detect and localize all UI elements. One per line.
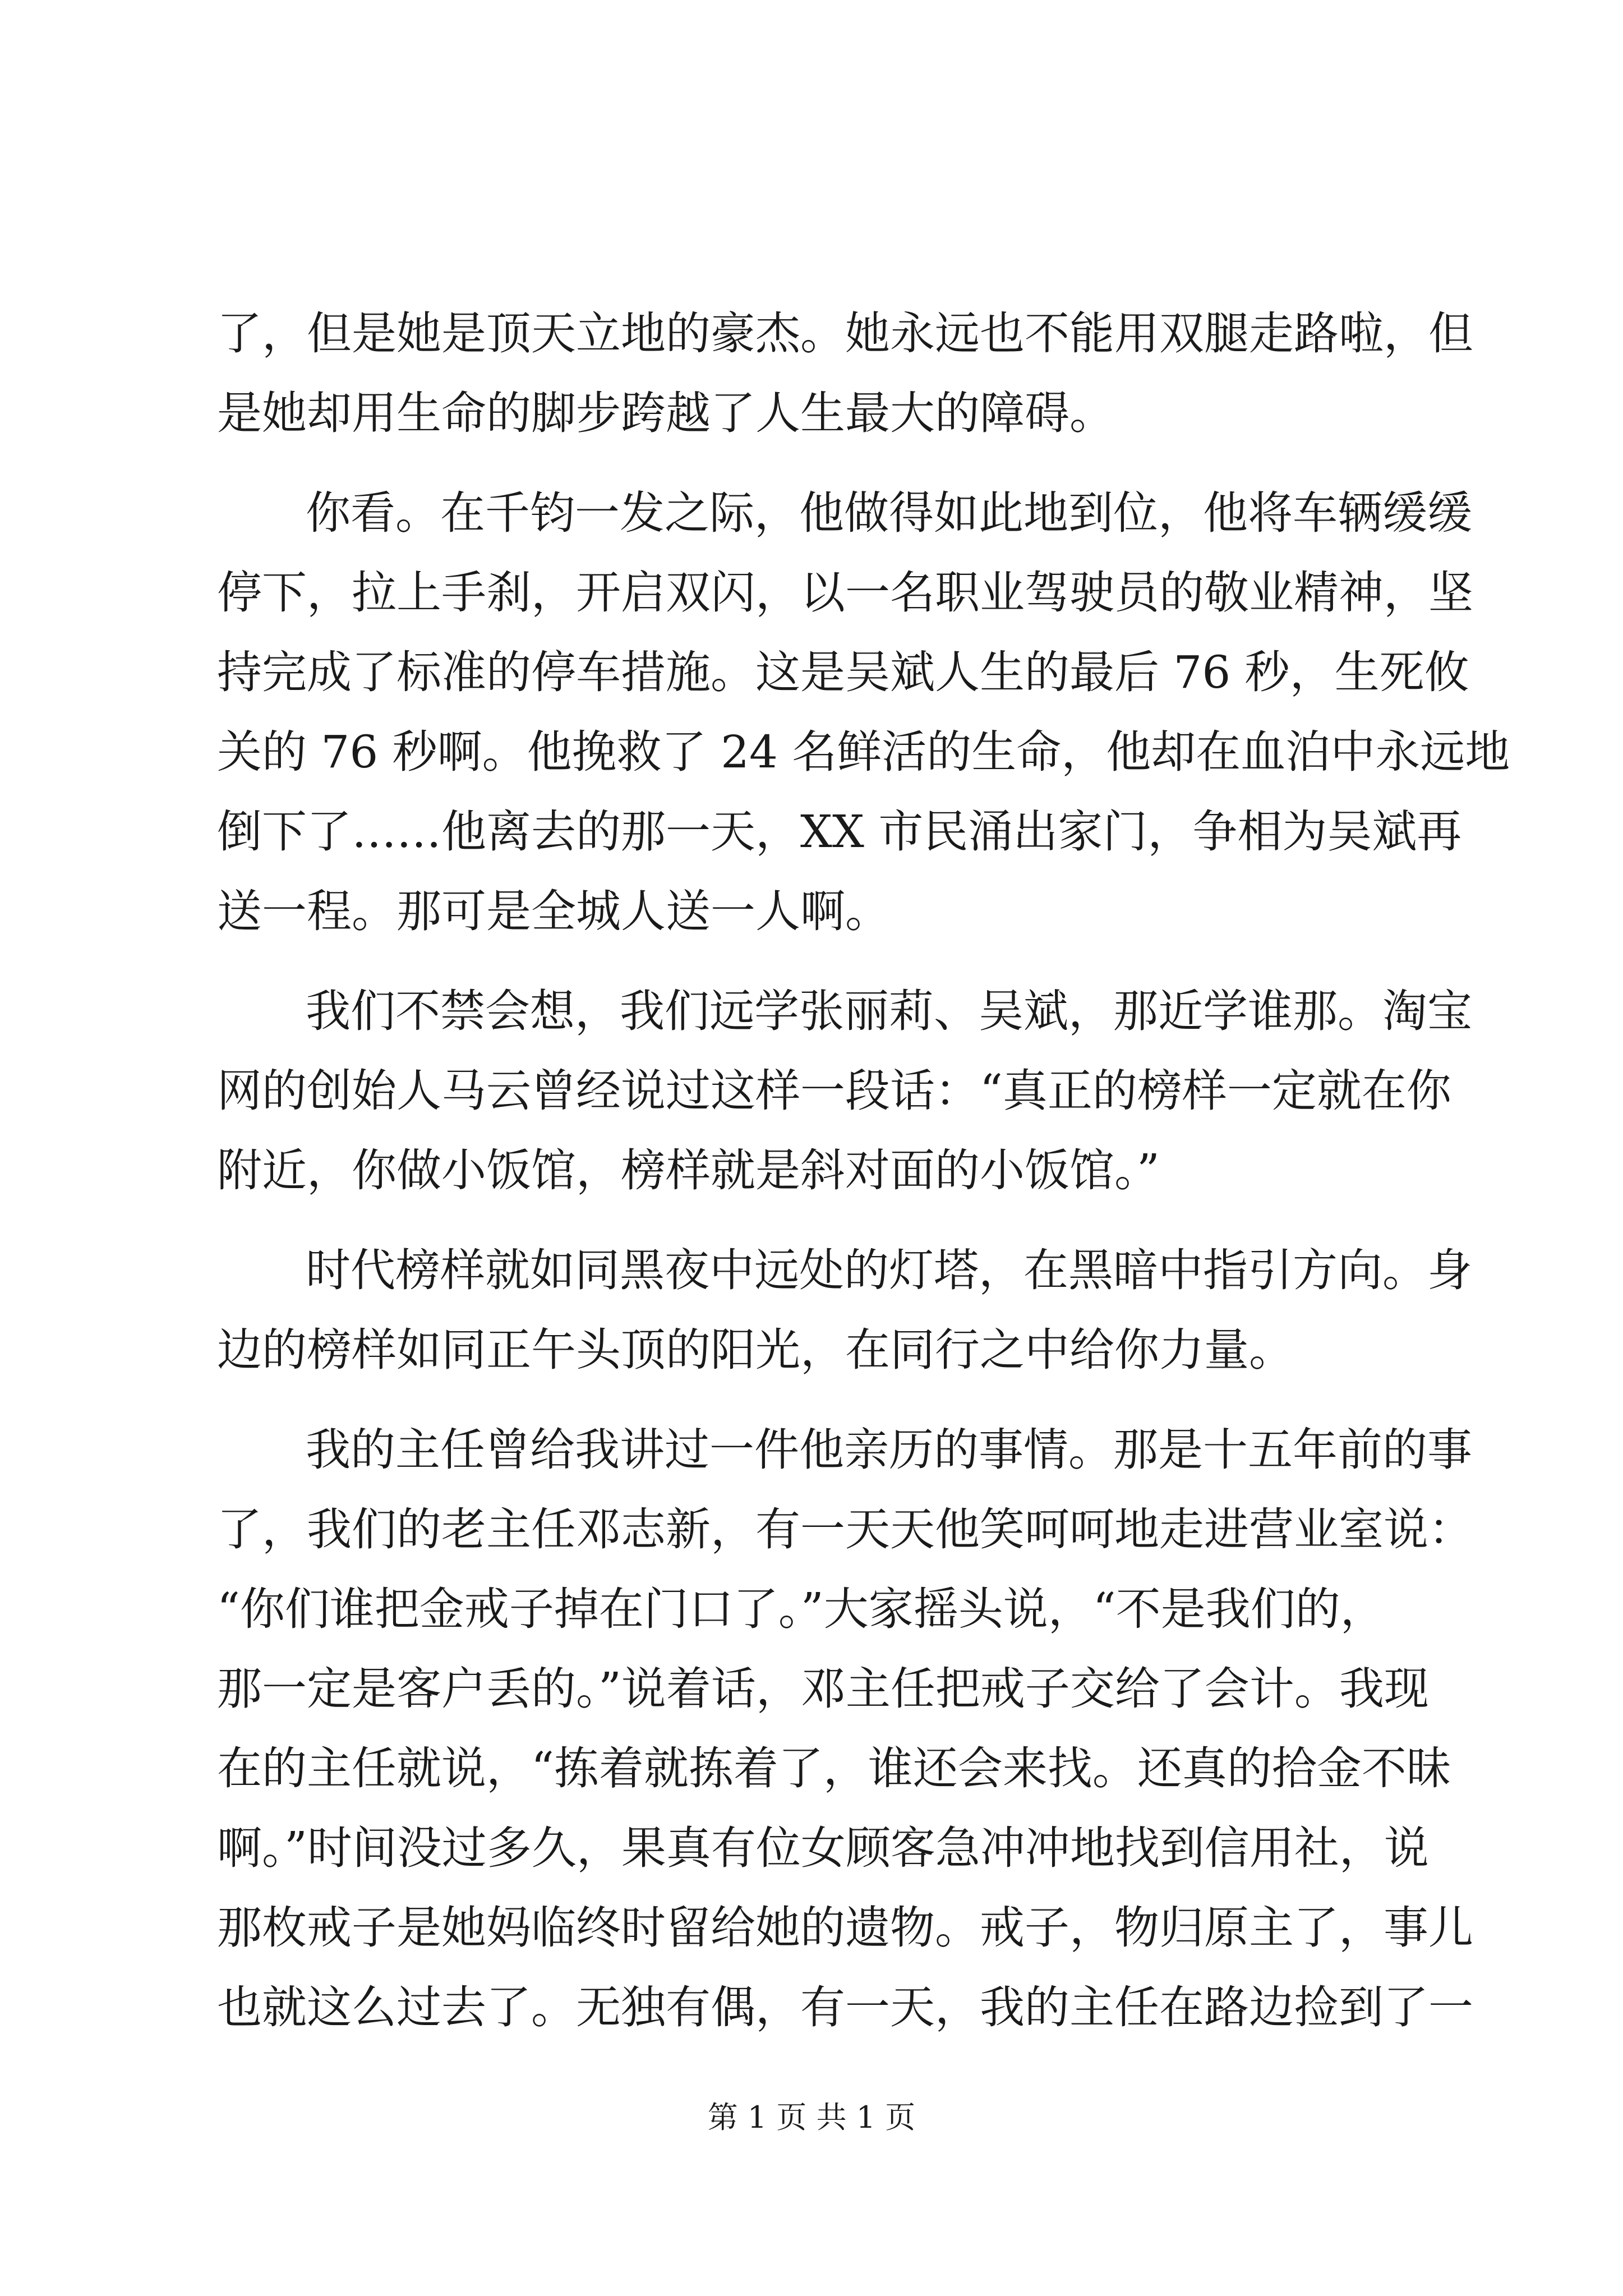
page-footer: 第 1 页 共 1 页	[707, 2100, 916, 2135]
text-line: 时代榜样就如同黑夜中远处的灯塔，在黑暗中指引方向。身	[306, 1244, 1472, 1296]
text-line: 停下，拉上手刹，开启双闪，以一名职业驾驶员的敬业精神，坚	[217, 567, 1473, 619]
text-line: 我们不禁会想，我们远学张丽莉、吴斌，那近学谁那。淘宝	[306, 985, 1472, 1037]
text-line: 关的 76 秒啊。他挽救了 24 名鲜活的生命，他却在血泊中永远地	[217, 726, 1510, 778]
text-line: 也就这么过去了。无独有偶，有一天，我的主任在路边捡到了一	[217, 1981, 1473, 2033]
text-line: “你们谁把金戒子掉在门口了。”大家摇头说，“不是我们的，	[217, 1583, 1385, 1635]
text-line: 你看。在千钧一发之际，他做得如此地到位，他将车辆缓缓	[306, 487, 1472, 539]
text-line: 送一程。那可是全城人送一人啊。	[217, 885, 890, 937]
text-line: 是她却用生命的脚步跨越了人生最大的障碍。	[217, 387, 1114, 439]
text-line: 在的主任就说，“拣着就拣着了，谁还会来找。还真的拾金不昧	[217, 1742, 1451, 1795]
text-line: 啊。”时间没过多久，果真有位女顾客急冲冲地找到信用社，说	[217, 1822, 1429, 1874]
text-line: 那枚戒子是她妈临终时留给她的遗物。戒子，物归原主了，事儿	[217, 1902, 1473, 1954]
text-line: 附近，你做小饭馆，榜样就是斜对面的小饭馆。”	[217, 1144, 1160, 1197]
text-line: 边的榜样如同正午头顶的阳光，在同行之中给你力量。	[217, 1324, 1294, 1376]
text-line: 了，但是她是顶天立地的豪杰。她永远也不能用双腿走路啦，但	[217, 307, 1473, 360]
text-line: 持完成了标准的停车措施。这是吴斌人生的最后 76 秒，生死攸	[217, 646, 1469, 698]
text-line: 我的主任曾给我讲过一件他亲历的事情。那是十五年前的事	[306, 1424, 1472, 1476]
text-line: 网的创始人马云曾经说过这样一段话：“真正的榜样一定就在你	[217, 1065, 1451, 1117]
text-line: 那一定是客户丢的。”说着话，邓主任把戒子交给了会计。我现	[217, 1663, 1429, 1715]
text-line: 了，我们的老主任邓志新，有一天天他笑呵呵地走进营业室说：	[217, 1503, 1473, 1556]
text-line: 倒下了……他离去的那一天，XX 市民涌出家门，争相为吴斌再	[217, 806, 1462, 858]
